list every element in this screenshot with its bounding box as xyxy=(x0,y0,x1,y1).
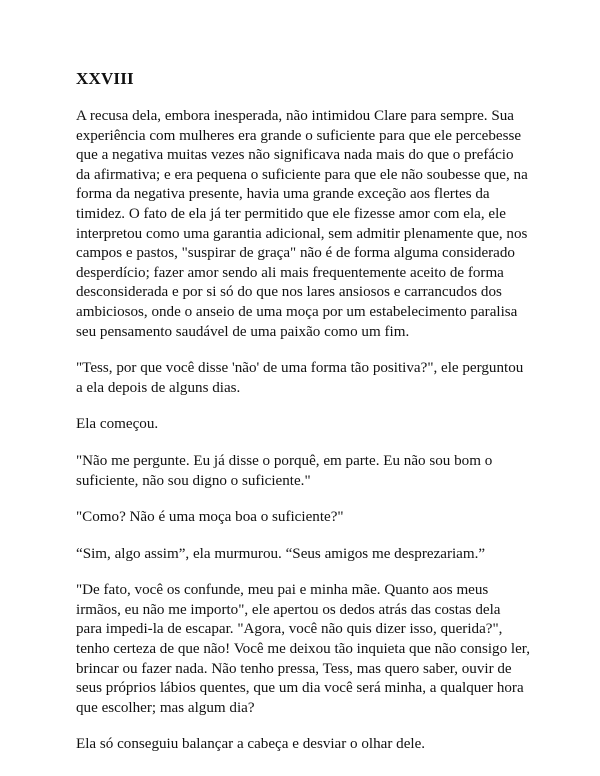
paragraph-3: Ela começou. xyxy=(76,416,159,433)
paragraph-1: A recusa dela, embora inesperada, não intimidou Clare para sempre. Sua experiência com mulheres era grande o suficiente para que ele percebesse que a negativa muitas vezes não significava nada mais do que o prefácio da afirmativa; e era pequena o suficiente para que ele não soubesse que, na forma da negativa presente, havia uma grande exceção aos flertes da timidez. O fato de ela já ter permitido que ele fizesse amor com ela, ele interpretou como uma garantia adicional, sem admitir plenamente que, nos campos e pastos, "suspirar de graça" não é de forma alguma considerado desperdício; fazer amor sendo ali mais frequentemente aceito de forma desconsiderada e por si só do que nos lares ansiosos e carrancudos dos ambiciosos, onde o anseio de uma moça por um estabelecimento paralisa seu pensamento saudável de uma paixão como um fim. xyxy=(76,108,528,340)
paragraph-8: Ela só conseguiu balançar a cabeça e desviar o olhar dele. xyxy=(76,736,426,753)
paragraph-7: "De fato, você os confunde, meu pai e minha mãe. Quanto aos meus irmãos, eu não me importo", ele apertou os dedos atrás das costas dela para impedi-la de escapar. "Agora, você não quis dizer isso, querida?", tenho certeza de que não! Você me deixou tão inquieta que não consigo ler, brincar ou fazer nada. Não tenho pressa, Tess, mas quero saber, ouvir de seus próprios lábios quentes, que um dia você será minha, a qualquer hora que escolher; mas algum dia? xyxy=(76,582,530,716)
paragraph-5: "Como? Não é uma moça boa o suficiente?" xyxy=(76,509,344,526)
paragraph-4: "Não me pergunte. Eu já disse o porquê, em parte. Eu não sou bom o suficiente, não sou digno o suficiente." xyxy=(76,452,493,489)
chapter-title: XXVIII xyxy=(76,69,134,88)
paragraph-2: "Tess, por que você disse 'não' de uma forma tão positiva?", ele perguntou a ela depois de alguns dias. xyxy=(76,360,524,396)
paragraph-6: “Sim, algo assim”, ela murmurou. “Seus amigos me desprezariam.” xyxy=(76,545,486,562)
